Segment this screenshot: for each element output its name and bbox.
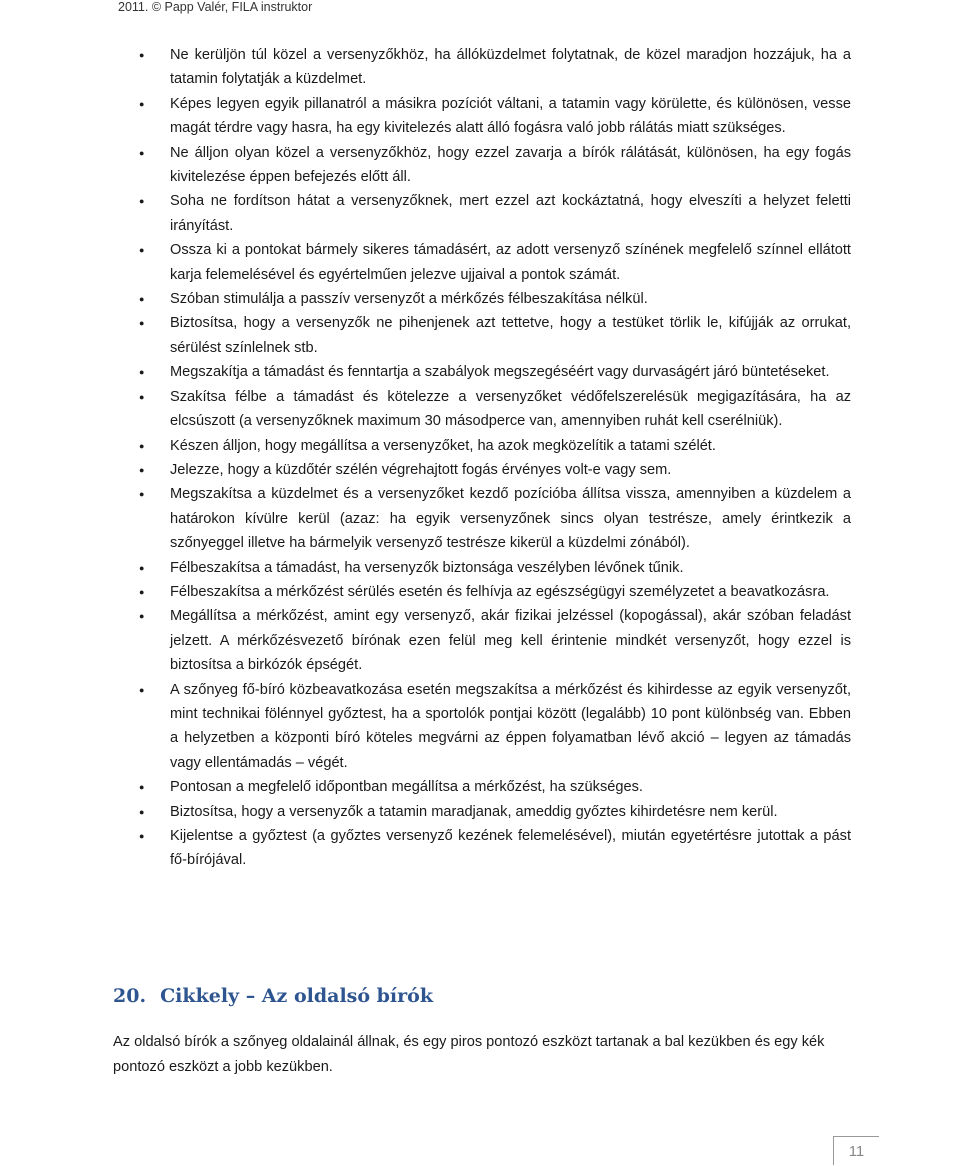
bullet-list — [133, 43, 851, 873]
list-item: ● Szakítsa félbe a támadást és kötelezze a versenyzőket védőfelszerelésük megigazítására, ha az elcsúszott (a versenyzőknek maximum 30 másodperce van, amennyiben ruhát kell cserélniük). — [133, 385, 851, 434]
list-item: ● Soha ne fordítson hátat a versenyzőknek, mert ezzel azt kockáztatná, hogy elveszíti a helyzet feletti irányítást. — [133, 189, 851, 238]
list-item: ● Ossza ki a pontokat bármely sikeres támadásért, az adott versenyző színének megfelelő színnel ellátott karja felemelésével és egyértelműen jelezve ujjaival a pontok számát. — [133, 238, 851, 287]
body-paragraph: Az oldalsó bírók a szőnyeg oldalainál állnak, és egy piros pontozó eszközt tartanak a bal kezükben és egy kék pontozó eszközt a jobb kezükben. — [113, 1034, 825, 1075]
list-item: ● Félbeszakítsa a támadást, ha versenyzők biztonsága veszélyben lévőnek tűnik. — [133, 556, 851, 580]
list-item: ● Megszakítsa a küzdelmet és a versenyzőket kezdő pozícióba állítsa vissza, amennyiben a küzdelem a határokon kívülre kerül (azaz: ha egyik versenyzőnek sincs olyan testrésze, amely érintkezik a szőnyeggel illetve ha bármelyik versenyző testrésze kikerül a küzdelmi zónából). — [133, 482, 851, 555]
list-item: ● Biztosítsa, hogy a versenyzők a tatamin maradjanak, ameddig győztes kihirdetésre nem kerül. — [133, 800, 851, 824]
list-item: ● Félbeszakítsa a mérkőzést sérülés esetén és felhívja az egészségügyi személyzetet a beavatkozásra. — [133, 580, 851, 604]
list-item: ● Jelezze, hogy a küzdőtér szélén végrehajtott fogás érvényes volt-e vagy sem. — [133, 458, 851, 482]
list-item: ● Ne kerüljön túl közel a versenyzőkhöz, ha állóküzdelmet folytatnak, de közel maradjon hozzájuk, ha a tatamin folytatják a küzdelmet. — [133, 43, 851, 92]
list-item: ● A szőnyeg fő-bíró közbeavatkozása esetén megszakítsa a mérkőzést és kihirdesse az egyik versenyzőt, mint technikai fölénnyel győztest, ha a sportolók pontjai között (legalább) 10 pont különbség van. Ebben a helyzetben a központi bíró köteles megvárni az éppen folyamatban lévő akció – legyen az támadás vagy ellentámadás – végét. — [133, 678, 851, 776]
page-header: 2011. © Papp Valér, FILA instruktor — [118, 0, 313, 14]
list-item: ● Készen álljon, hogy megállítsa a versenyzőket, ha azok megközelítik a tatami szélét. — [133, 434, 851, 458]
list-item: ● Ne álljon olyan közel a versenyzőkhöz, hogy ezzel zavarja a bírók rálátását, különösen, ha egy fogás kivitelezése éppen befejezés előtt áll. — [133, 141, 851, 190]
page-number: 11 — [833, 1136, 879, 1165]
list-item: ● Megszakítja a támadást és fenntartja a szabályok megszegéséért vagy durvaságért járó büntetéseket. — [133, 360, 851, 384]
list-item: ● Megállítsa a mérkőzést, amint egy versenyző, akár fizikai jelzéssel (kopogással), akár szóban feladást jelzett. A mérkőzésvezető bírónak ezen felül meg kell érintenie mindkét versenyzőt, hogy ezzel is biztosítsa a birkózók épségét. — [133, 604, 851, 677]
list-item: ● Képes legyen egyik pillanatról a másikra pozíciót váltani, a tatamin vagy körülette, és különösen, vesse magát térdre vagy hasra, ha egy kivitelezés alatt álló fogásra való jobb rálátás miatt szükséges. — [133, 92, 851, 141]
list-item: ● Kijelentse a győztest (a győztes versenyző kezének felemelésével), miután egyetértésre jutottak a pást fő-bírójával. — [133, 824, 851, 873]
section-number: 20. — [113, 985, 147, 1007]
section-heading — [113, 985, 433, 1007]
list-item: ● Biztosítsa, hogy a versenyzők ne pihenjenek azt tettetve, hogy a testüket törlik le, kifújják az orrukat, sérülést színlelnek stb. — [133, 311, 851, 360]
section-title-text: Cikkely – Az oldalsó bírók — [160, 985, 433, 1007]
list-item: ● Szóban stimulálja a passzív versenyzőt a mérkőzés félbeszakítása nélkül. — [133, 287, 851, 311]
list-item: ● Pontosan a megfelelő időpontban megállítsa a mérkőzést, ha szükséges. — [133, 775, 851, 799]
